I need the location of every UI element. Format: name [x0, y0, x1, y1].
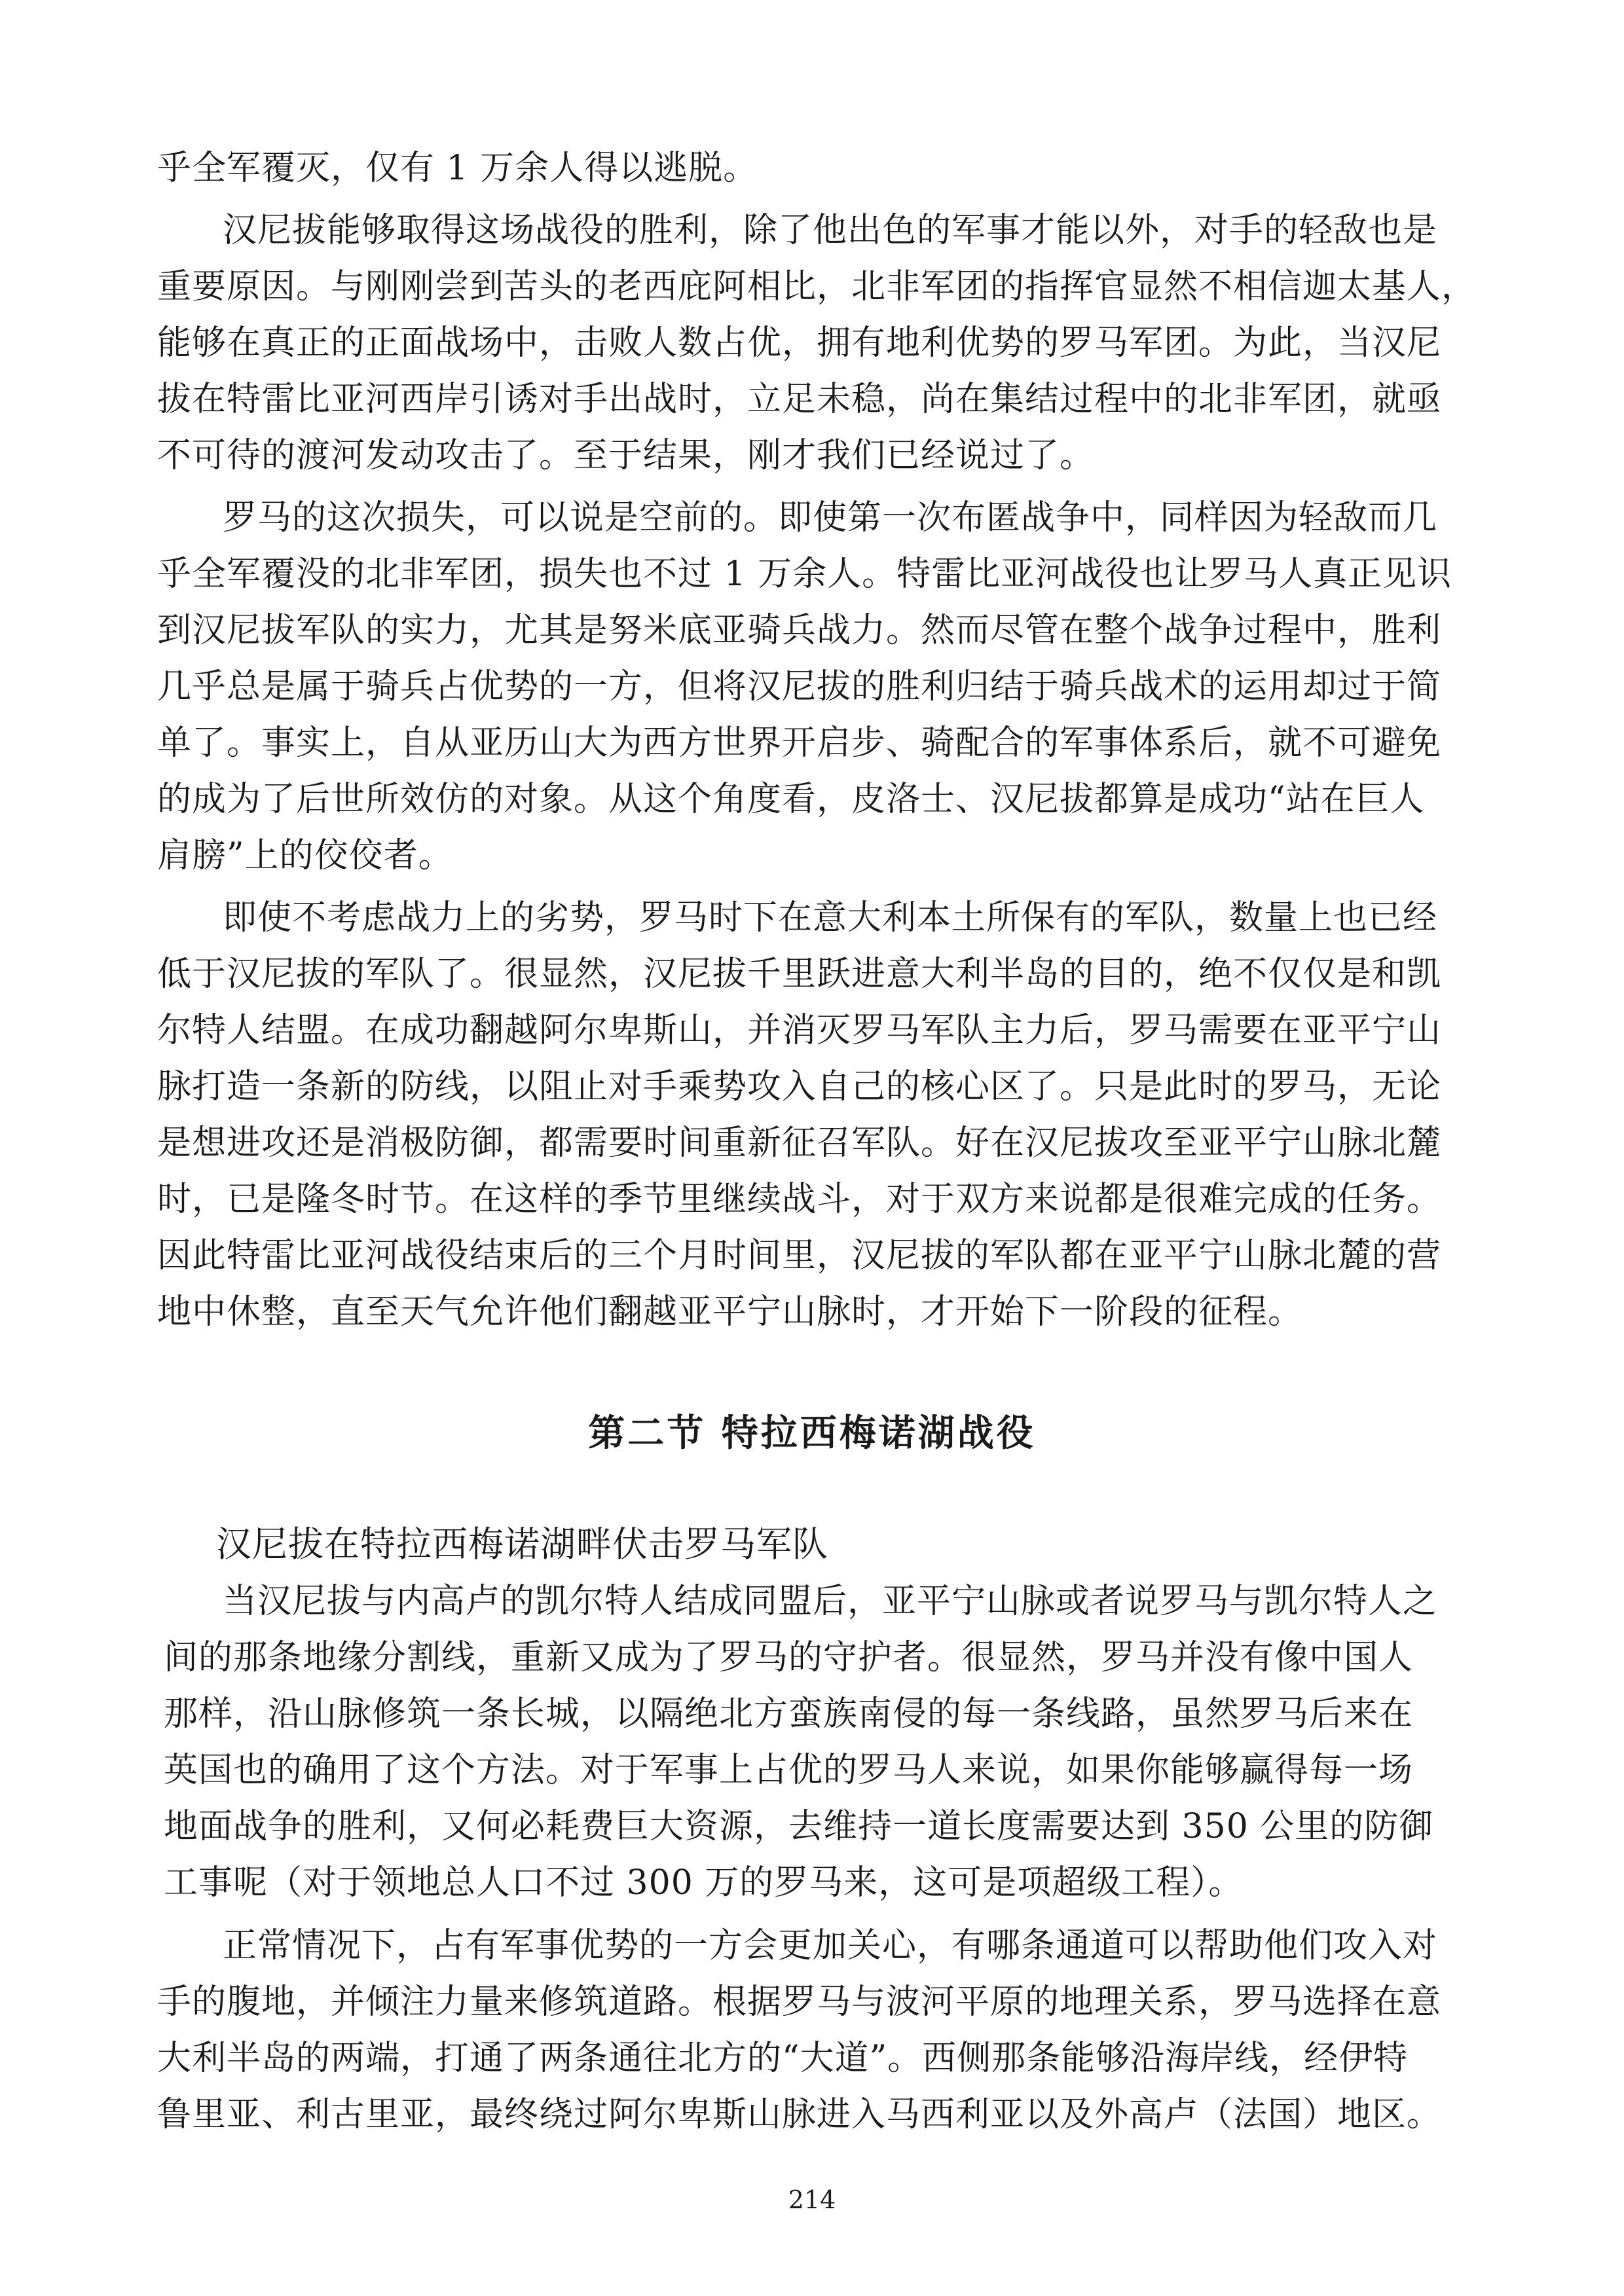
- section-title: 第二节 特拉西梅诺湖战役: [588, 1412, 1036, 1455]
- text-line: 重要原因。与刚刚尝到苦头的老西庇阿相比，北非军团的指挥官显然不相信迦太基人，: [157, 267, 1477, 306]
- text-line: 即使不考虑战力上的劣势，罗马时下在意大利本土所保有的军队，数量上也已经: [223, 898, 1438, 938]
- text-line: 罗马的这次损失，可以说是空前的。即使第一次布匿战争中，同样因为轻敌而几: [223, 498, 1438, 538]
- text-line: 鲁里亚、利古里亚，最终绕过阿尔卑斯山脉进入马西利亚以及外高卢（法国）地区。: [157, 2095, 1442, 2134]
- text-line: 不可待的渡河发动攻击了。至于结果，刚才我们已经说过了。: [157, 436, 1095, 475]
- text-line: 尔特人结盟。在成功翻越阿尔卑斯山，并消灭罗马军队主力后，罗马需要在亚平宁山: [157, 1011, 1442, 1050]
- text-line: 英国也的确用了这个方法。对于军事上占优的罗马人来说，如果你能够赢得每一场: [164, 1751, 1414, 1790]
- subsection-title: 汉尼拔在特拉西梅诺湖畔伏击罗马军队: [216, 1523, 828, 1565]
- text-line: 到汉尼拔军队的实力，尤其是努米底亚骑兵战力。然而尽管在整个战争过程中，胜利: [157, 611, 1442, 650]
- text-line: 手的腹地，并倾注力量来修筑道路。根据罗马与波河平原的地理关系，罗马选择在意: [157, 1982, 1442, 2022]
- text-line: 肩膀”上的佼佼者。: [157, 836, 453, 875]
- text-line: 大利半岛的两端，打通了两条通往北方的“大道”。西侧那条能够沿海岸线，经伊特: [157, 2039, 1409, 2078]
- text-line: 单了。事实上，自从亚历山大为西方世界开启步、骑配合的军事体系后，就不可避免: [157, 723, 1442, 763]
- text-line: 当汉尼拔与内高卢的凯尔特人结成同盟后，亚平宁山脉或者说罗马与凯尔特人之: [223, 1582, 1438, 1621]
- text-line: 汉尼拔能够取得这场战役的胜利，除了他出色的军事才能以外，对手的轻敌也是: [223, 211, 1438, 250]
- text-line: 能够在真正的正面战场中，击败人数占优，拥有地利优势的罗马军团。为此，当汉尼: [157, 323, 1442, 363]
- text-line: 因此特雷比亚河战役结束后的三个月时间里，汉尼拔的军队都在亚平宁山脉北麓的营: [157, 1236, 1442, 1275]
- text-line: 是想进攻还是消极防御，都需要时间重新征召军队。好在汉尼拔攻至亚平宁山脉北麓: [157, 1123, 1442, 1163]
- text-line: 乎全军覆没的北非军团，损失也不过 1 万余人。特雷比亚河战役也让罗马人真正见识: [157, 555, 1452, 594]
- text-line: 几乎总是属于骑兵占优势的一方，但将汉尼拔的胜利归结于骑兵战术的运用却过于简: [157, 667, 1442, 706]
- text-line: 工事呢（对于领地总人口不过 300 万的罗马来，这可是项超级工程）。: [164, 1863, 1244, 1903]
- text-line: 地面战争的胜利，又何必耗费巨大资源，去维持一道长度需要达到 350 公里的防御: [164, 1807, 1434, 1846]
- text-line: 正常情况下，占有军事优势的一方会更加关心，有哪条通道可以帮助他们攻入对: [223, 1926, 1438, 1965]
- text-line: 地中休整，直至天气允许他们翻越亚平宁山脉时，才开始下一阶段的征程。: [157, 1292, 1303, 1332]
- text-line: 低于汉尼拔的军队了。很显然，汉尼拔千里跃进意大利半岛的目的，绝不仅仅是和凯: [157, 955, 1442, 994]
- text-line: 时，已是隆冬时节。在这样的季节里继续战斗，对于双方来说都是很难完成的任务。: [157, 1180, 1442, 1219]
- text-line: 间的那条地缘分割线，重新又成为了罗马的守护者。很显然，罗马并没有像中国人: [164, 1638, 1414, 1677]
- text-line: 的成为了后世所效仿的对象。从这个角度看，皮洛士、汉尼拔都算是成功“站在巨人: [157, 780, 1425, 819]
- text-line: 脉打造一条新的防线，以阻止对手乘势攻入自己的核心区了。只是此时的罗马，无论: [157, 1067, 1442, 1106]
- text-line: 拔在特雷比亚河西岸引诱对手出战时，立足未稳，尚在集结过程中的北非军团，就亟: [157, 380, 1442, 419]
- page-number: 214: [788, 2185, 836, 2214]
- text-line: 乎全军覆灭，仅有 1 万余人得以逃脱。: [157, 149, 758, 188]
- text-line: 那样，沿山脉修筑一条长城，以隔绝北方蛮族南侵的每一条线路，虽然罗马后来在: [164, 1694, 1414, 1734]
